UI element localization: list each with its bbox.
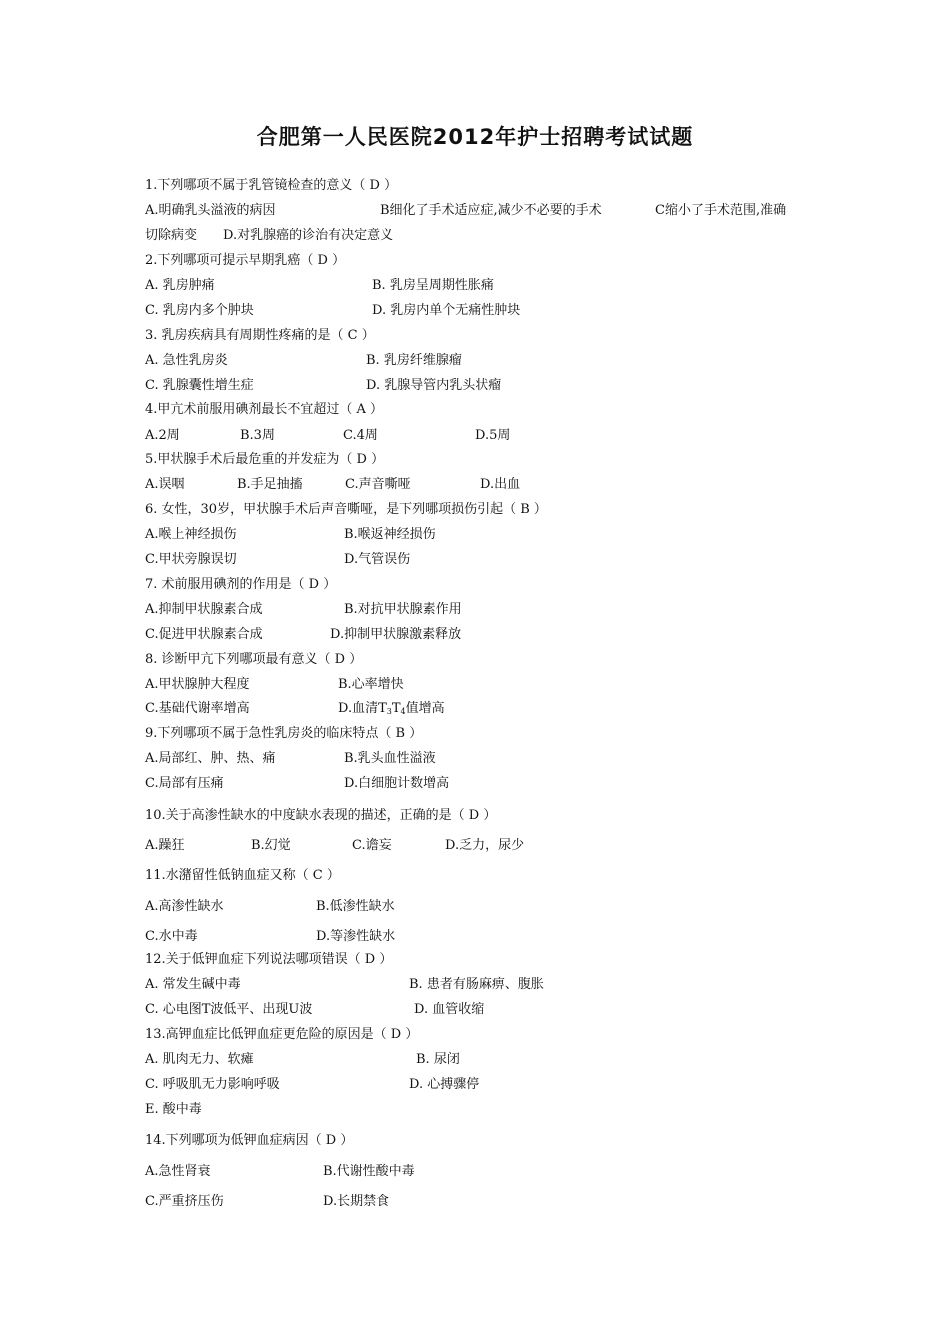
q7-option-a: A.抑制甲状腺素合成	[145, 602, 263, 617]
q4-option-a: A.2周	[145, 428, 180, 443]
q13-option-d: D. 心搏骤停	[409, 1077, 480, 1092]
q14-option-b: B.代谢性酸中毒	[323, 1164, 415, 1179]
q8-option-a: A.甲状腺肿大程度	[145, 677, 250, 692]
q9-option-c: C.局部有压痛	[145, 776, 224, 791]
q8-option-d-s2: 4	[400, 707, 406, 716]
q10-option-a: A.躁狂	[145, 838, 185, 853]
q5-option-d: D.出血	[480, 477, 521, 492]
q7-option-d: D.抑制甲状腺激素释放	[330, 627, 462, 642]
q8-option-d-s1: 3	[386, 707, 392, 716]
q8-option-d-post: 值增高	[405, 701, 445, 716]
q12-option-d: D. 血管收缩	[414, 1002, 485, 1017]
q2-option-a: A. 乳房肿痛	[145, 278, 215, 293]
q2-option-d: D. 乳房内单个无痛性肿块	[372, 303, 521, 318]
q11-option-d: D.等渗性缺水	[316, 929, 396, 944]
q8-option-d-pre: D.血清T	[338, 701, 387, 716]
q6-option-a: A.喉上神经损伤	[145, 527, 237, 542]
q13-option-e: E. 酸中毒	[145, 1102, 202, 1117]
q9-option-a: A.局部红、肿、热、痛	[145, 751, 276, 766]
q12-option-b: B. 患者有肠麻痹、腹胀	[409, 977, 544, 992]
q3-option-b: B. 乳房纤维腺瘤	[366, 353, 462, 368]
question-4: 4.甲亢术前服用碘剂最长不宜超过（ A ）	[145, 402, 384, 417]
question-5: 5.甲状腺手术后最危重的并发症为（ D ）	[145, 452, 385, 467]
q8-option-c: C.基础代谢率增高	[145, 701, 250, 716]
q8-option-b: B.心率增快	[338, 677, 404, 692]
q1-option-a: A.明确乳头溢液的病因	[145, 203, 276, 218]
q3-option-a: A. 急性乳房炎	[145, 353, 228, 368]
question-1: 1.下列哪项不属于乳管镜检查的意义（ D ）	[145, 178, 398, 193]
question-8: 8. 诊断甲亢下列哪项最有意义（ D ）	[145, 652, 363, 667]
q14-option-d: D.长期禁食	[323, 1194, 390, 1209]
q11-option-c: C.水中毒	[145, 929, 198, 944]
q9-option-d: D.白细胞计数增高	[344, 776, 450, 791]
question-11: 11.水潴留性低钠血症又称（ C ）	[145, 868, 340, 883]
q3-option-c: C. 乳腺囊性增生症	[145, 378, 254, 393]
page-title: 合肥第一人民医院2012年护士招聘考试试题	[256, 125, 694, 149]
question-10: 10.关于高渗性缺水的中度缺水表现的描述，正确的是（ D ）	[145, 808, 497, 823]
q12-option-c: C. 心电图T波低平、出现U波	[145, 1002, 313, 1017]
q13-option-a: A. 肌肉无力、软瘫	[145, 1052, 254, 1067]
q10-option-b: B.幻觉	[251, 838, 291, 853]
q8-option-d	[338, 701, 445, 717]
q12-option-a: A. 常发生碱中毒	[145, 977, 241, 992]
q9-option-b: B.乳头血性溢液	[344, 751, 436, 766]
q11-option-a: A.高渗性缺水	[145, 899, 224, 914]
q5-option-c: C.声音嘶哑	[345, 477, 411, 492]
q14-option-c: C.严重挤压伤	[145, 1194, 224, 1209]
q1-option-c: C缩小了手术范围,准确	[655, 203, 787, 218]
question-12: 12.关于低钾血症下列说法哪项错误（ D ）	[145, 952, 393, 967]
q4-option-c: C.4周	[343, 428, 378, 443]
q5-option-a: A.误咽	[145, 477, 185, 492]
q13-option-b: B. 尿闭	[416, 1052, 460, 1067]
q1-option-b: B细化了手术适应症,减少不必要的手术	[380, 203, 602, 218]
q4-option-b: B.3周	[240, 428, 275, 443]
question-9: 9.下列哪项不属于急性乳房炎的临床特点（ B ）	[145, 726, 423, 741]
q11-option-b: B.低渗性缺水	[316, 899, 395, 914]
question-6: 6. 女性，30岁，甲状腺手术后声音嘶哑，是下列哪项损伤引起（ B ）	[145, 502, 547, 517]
question-7: 7. 术前服用碘剂的作用是（ D ）	[145, 577, 337, 592]
question-3: 3. 乳房疾病具有周期性疼痛的是（ C ）	[145, 328, 375, 343]
q3-option-d: D. 乳腺导管内乳头状瘤	[366, 378, 502, 393]
q7-option-c: C.促进甲状腺素合成	[145, 627, 263, 642]
q10-option-d: D.乏力，尿少	[445, 838, 525, 853]
q6-option-b: B.喉返神经损伤	[344, 527, 436, 542]
q13-option-c: C. 呼吸肌无力影响呼吸	[145, 1077, 280, 1092]
q14-option-a: A.急性肾衰	[145, 1164, 211, 1179]
q10-option-c: C.谵妄	[352, 838, 392, 853]
q8-option-d-mid: T	[391, 701, 401, 716]
q5-option-b: B.手足抽搐	[237, 477, 303, 492]
question-2: 2.下列哪项可提示早期乳癌（ D ）	[145, 253, 346, 268]
question-13: 13.高钾血症比低钾血症更危险的原因是（ D ）	[145, 1027, 419, 1042]
q7-option-b: B.对抗甲状腺素作用	[344, 602, 462, 617]
q1-continuation: 切除病变 D.对乳腺癌的诊治有决定意义	[145, 228, 394, 243]
q2-option-c: C. 乳房内多个肿块	[145, 303, 254, 318]
q6-option-d: D.气管误伤	[344, 552, 411, 567]
q4-option-d: D.5周	[475, 428, 511, 443]
q2-option-b: B. 乳房呈周期性胀痛	[372, 278, 494, 293]
q6-option-c: C.甲状旁腺误切	[145, 552, 237, 567]
question-14: 14.下列哪项为低钾血症病因（ D ）	[145, 1133, 354, 1148]
